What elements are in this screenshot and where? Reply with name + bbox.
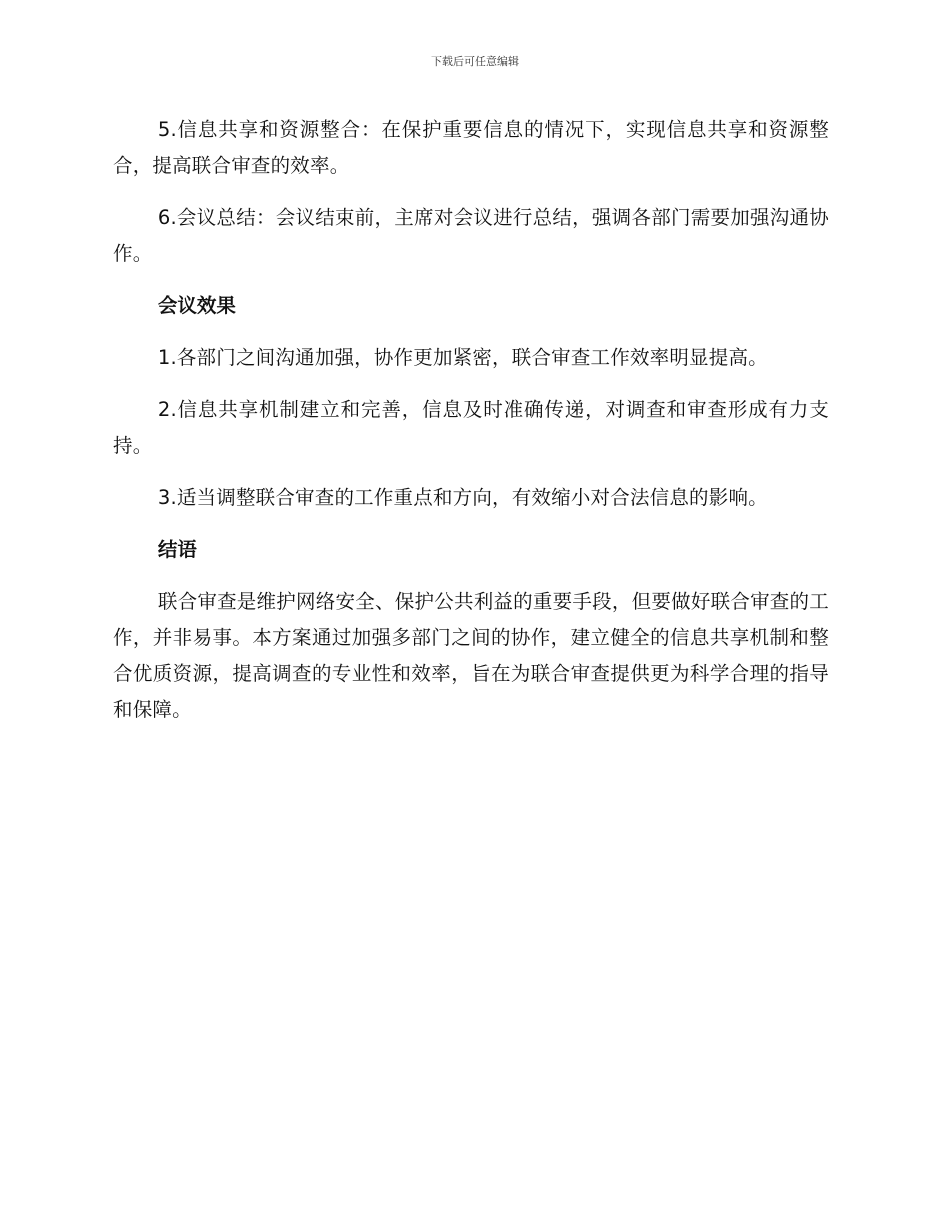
paragraph-result-1: 1.各部门之间沟通加强，协作更加紧密，联合审查工作效率明显提高。: [157, 346, 768, 369]
page-header: 下载后可任意编辑: [431, 55, 519, 68]
paragraph-meeting-summary: 6.会议总结：会议结束前，主席对会议进行总结，强调各部门需要加强沟通协作。: [113, 206, 829, 265]
paragraph-info-sharing: 5.信息共享和资源整合：在保护重要信息的情况下，实现信息共享和资源整合，提高联合审查的效率。: [113, 118, 829, 177]
section-heading-meeting-results: 会议效果: [157, 294, 236, 317]
paragraph-conclusion: 联合审查是维护网络安全、保护公共利益的重要手段，但要做好联合审查的工作，并非易事。本方案通过加强多部门之间的协作，建立健全的信息共享机制和整合优质资源，提高调查的专业性和效率，旨在为联合审查提供更为科学合理的指导和保障。: [113, 590, 829, 721]
paragraph-result-2: 2.信息共享机制建立和完善，信息及时准确传递，对调查和审查形成有力支持。: [113, 398, 829, 457]
section-heading-conclusion: 结语: [157, 538, 197, 561]
paragraph-result-3: 3.适当调整联合审查的工作重点和方向，有效缩小对合法信息的影响。: [157, 486, 768, 509]
document-body: [113, 112, 829, 744]
